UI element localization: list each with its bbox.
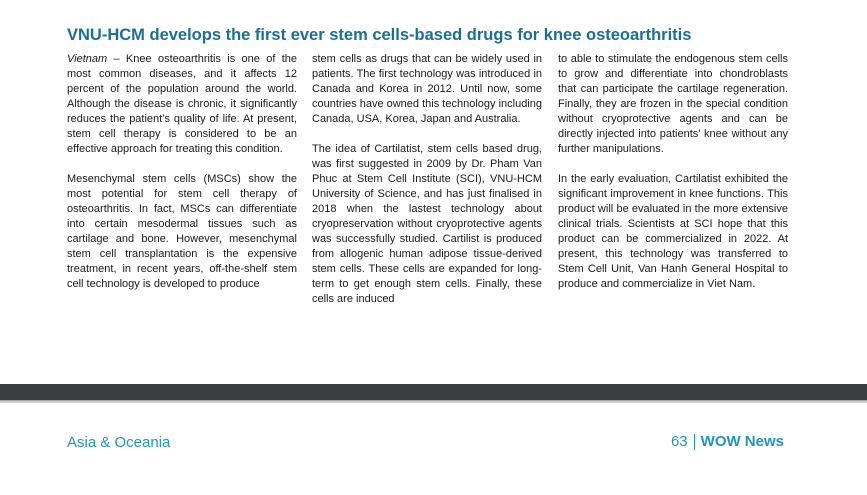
article-title: VNU-HCM develops the first ever stem cells-based drugs for knee osteoarthritis xyxy=(67,26,692,45)
paragraph xyxy=(67,52,297,157)
paragraph-text: – Knee osteoarthritis is one of the most common diseases, and it affects 12 percent of the population around the world. Although the disease is chronic, it significantly reduces the patient’s quality of life. At present, stem cell therapy is considered to be an effective approach for treating this condition. xyxy=(67,53,297,155)
article-column-1 xyxy=(67,52,297,307)
article-column-2 xyxy=(312,52,542,322)
paragraph: stem cells as drugs that can be widely used in patients. The first technology was introduced in Canada and Korea in 2012. Until now, some countries have owned this technology including Canada, USA, Korea, Japan and Australia. xyxy=(312,53,542,125)
brand-logo: WOW News xyxy=(700,433,784,450)
footer-divider-bar xyxy=(0,384,867,400)
section-name: Asia & Oceania xyxy=(67,434,171,451)
paragraph: In the early evaluation, Cartilatist exhibited the significant improvement in knee functions. This product will be evaluated in the more extensive clinical trials. Scientists at SCI hope that this product can be commercialized in 2022. At present, this technology was transferred to Stem Cell Unit, Van Hanh General Hospital to produce and commercialize in Viet Nam. xyxy=(558,173,788,290)
article-column-3 xyxy=(558,52,788,307)
paragraph: Mesenchymal stem cells (MSCs) show the most potential for stem cell therapy of osteoarthritis. In fact, MSCs can differentiate into certain mesodermal tissues such as cartilage and bone. However, mesenchymal stem cell transplantation is the expensive treatment, in recent years, off-the-shelf stem cell technology is developed to produce xyxy=(67,173,297,290)
page-number: 63 xyxy=(670,433,688,450)
footer-divider-shadow xyxy=(0,400,867,403)
footer-separator xyxy=(694,434,695,450)
footer-branding xyxy=(671,433,784,450)
paragraph: to able to stimulate the endogenous stem cells to grow and differentiate into chondroblasts that can participate the cartilage regeneration. Finally, they are frozen in the special condition without cryoprotective agents and can be directly injected into patients’ knee without any further manipulations. xyxy=(558,53,788,155)
paragraph: The idea of Cartilatist, stem cells based drug, was first suggested in 2009 by Dr. Pham Van Phuc at Stem Cell Institute (SCI), VNU-HCM University of Science, and has just finalised in 2018 when the lastest technology about cryopreservation without cryoprotective agents was successfully studied. Cartilist is produced from allogenic human adipose tissue-derived stem cells. These cells are expanded for long-term to get enough stem cells. Finally, these cells are induced xyxy=(312,143,542,305)
location-dateline: Vietnam xyxy=(67,53,108,65)
